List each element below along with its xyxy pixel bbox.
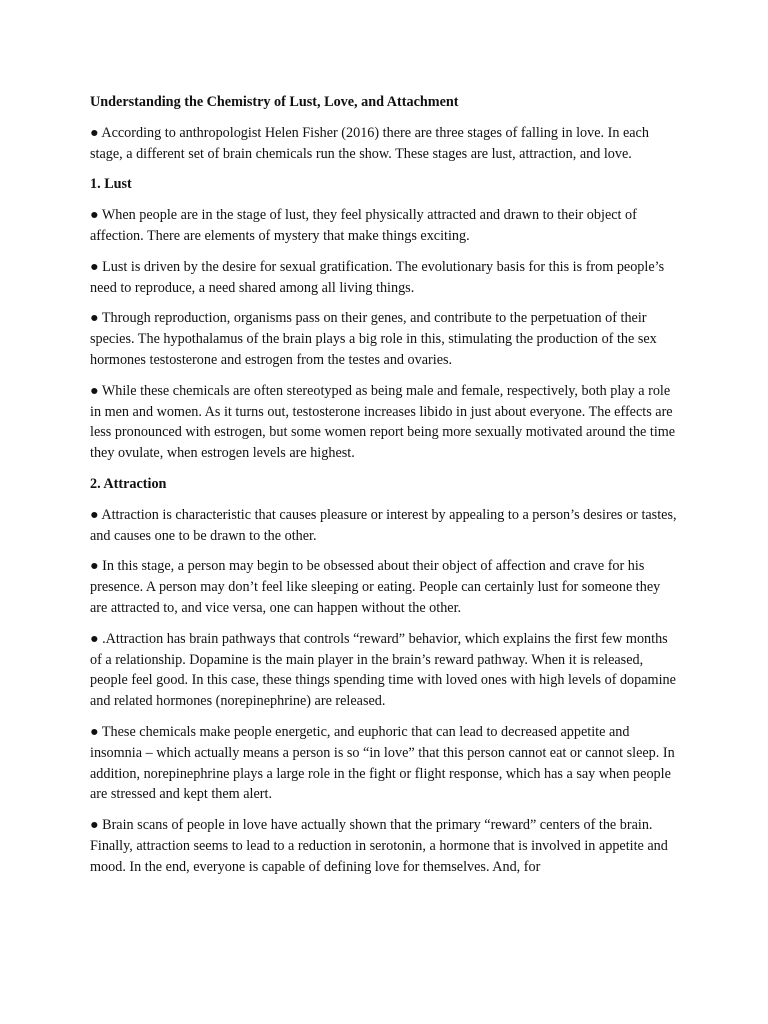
paragraph-lust-3: ● Through reproduction, organisms pass on their genes, and contribute to the perpetuation of their species. The hypothalamus of the brain plays a big role in this, stimulating the production of the sex hormones testosterone and estrogen from the testes and ovaries.: [90, 310, 657, 368]
paragraph-intro: ● According to anthropologist Helen Fisher (2016) there are three stages of falling in love. In each stage, a different set of brain chemicals run the show. These stages are lust, attraction, and love.: [90, 124, 649, 162]
paragraph-attraction-3: ● .Attraction has brain pathways that controls “reward” behavior, which explains the first few months of a relationship. Dopamine is the main player in the brain’s reward pathway. When it is released, people feel good. In this case, these things spending time with loved ones with high levels of dopamine and related hormones (norepinephrine) are released.: [90, 630, 676, 710]
section-heading-lust: 1. Lust: [90, 176, 132, 193]
paragraph-lust-2: ● Lust is driven by the desire for sexual gratification. The evolutionary basis for this is from people’s need to reproduce, a need shared among all living things.: [90, 258, 665, 296]
paragraph-attraction-2: ● In this stage, a person may begin to be obsessed about their object of affection and crave for his presence. A person may don’t feel like sleeping or eating. People can certainly lust for someone they are attracted to, and vice versa, one can happen without the other.: [90, 558, 661, 616]
document-body: [90, 92, 680, 888]
paragraph-lust-1: ● When people are in the stage of lust, they feel physically attracted and drawn to their object of affection. There are elements of mystery that make things exciting.: [90, 207, 637, 244]
paragraph-attraction-4: ● These chemicals make people energetic, and euphoric that can lead to decreased appetite and insomnia – which actually means a person is so “in love” that this person cannot eat or cannot sleep. In addition, norepinephrine plays a large role in the fight or flight response, which has a say when people are stressed and kept them alert.: [90, 723, 675, 803]
paragraph-attraction-1: ● Attraction is characteristic that causes pleasure or interest by appealing to a person’s desires or tastes, and causes one to be drawn to the other.: [90, 506, 677, 544]
section-heading-attraction: 2. Attraction: [90, 475, 167, 492]
paragraph-attraction-5: ● Brain scans of people in love have actually shown that the primary “reward” centers of the brain. Finally, attraction seems to lead to a reduction in serotonin, a hormone that is involved in appetite and mood. In the end, everyone is capable of defining love for themselves. And, for: [90, 817, 668, 875]
paragraph-lust-4: ● While these chemicals are often stereotyped as being male and female, respectively, both play a role in men and women. As it turns out, testosterone increases libido in just about everyone. The effects are less pronounced with estrogen, but some women report being more sexually motivated around the time they ovulate, when estrogen levels are highest.: [90, 382, 676, 462]
document-title: Understanding the Chemistry of Lust, Love, and Attachment: [90, 94, 459, 110]
